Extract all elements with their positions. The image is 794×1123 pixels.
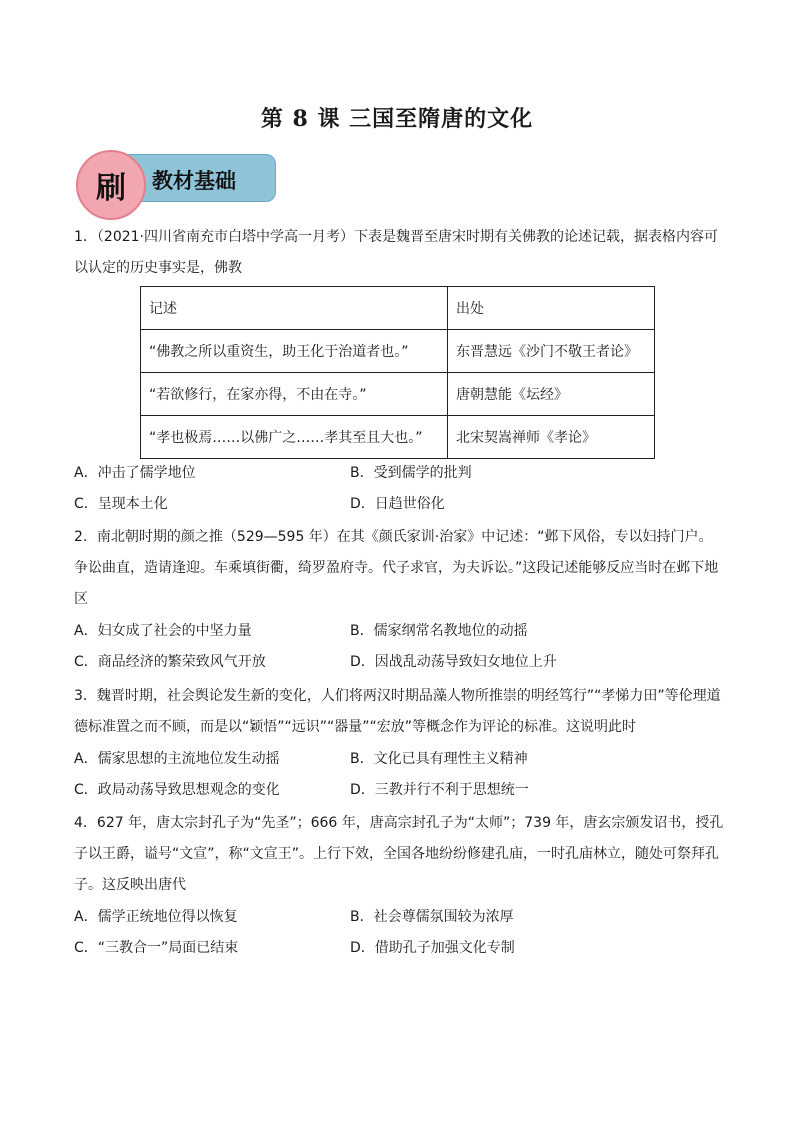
option-a[interactable]: A．儒家思想的主流地位发生动摇 (74, 751, 280, 767)
option-d[interactable]: D．日趋世俗化 (350, 496, 445, 512)
table-header-row (141, 287, 655, 330)
option-b[interactable]: B．社会尊儒氛围较为浓厚 (350, 909, 514, 925)
table-header-cell: 出处 (448, 287, 655, 330)
source-table (140, 286, 655, 459)
question-3-options (74, 744, 724, 806)
section-label: 教材基础 (152, 169, 236, 193)
option-c[interactable]: C．“三教合一”局面已结束 (74, 940, 239, 956)
question-1-stem: 1．（2021·四川省南充市白塔中学高一月考）下表是魏晋至唐宋时期有关佛教的论述记载，据表格内容可以认定的历史事实是，佛教 (74, 229, 718, 276)
table-header-cell: 记述 (141, 287, 448, 330)
question-2-stem: 2．南北朝时期的颜之推（529—595 年）在其《颜氏家训·治家》中记述：“邺下风俗，专以妇持门户。争讼曲直，造请逢迎。车乘填街衢，绮罗盈府寺。代子求官，为夫诉讼。”这段记述能够反应当时在邺下地区 (74, 529, 719, 607)
question-2-options (74, 616, 724, 678)
table-cell: “若欲修行，在家亦得，不由在寺。” (141, 373, 448, 416)
option-c[interactable]: C．呈现本土化 (74, 496, 168, 512)
table-cell: “佛教之所以重资生，助王化于治道者也。” (141, 330, 448, 373)
question-4-stem: 4．627 年，唐太宗封孔子为“先圣”；666 年，唐高宗封孔子为“太师”；739 年，唐玄宗颁发诏书，授孔子以王爵，谥号“文宣”，称“文宣王”。上行下效，全国各地纷纷修建孔庙，一时孔庙林立，随处可祭拜孔子。这反映出唐代 (74, 815, 724, 893)
table-cell: “孝也极焉……以佛广之……孝其至且大也。” (141, 416, 448, 459)
table-cell: 唐朝慧能《坛经》 (448, 373, 655, 416)
option-c[interactable]: C．商品经济的繁荣致风气开放 (74, 654, 266, 670)
option-b[interactable]: B．儒家纲常名教地位的动摇 (350, 623, 528, 639)
option-a[interactable]: A．妇女成了社会的中坚力量 (74, 623, 252, 639)
option-a[interactable]: A．儒学正统地位得以恢复 (74, 909, 238, 925)
option-d[interactable]: D．借助孔子加强文化专制 (350, 940, 515, 956)
question-1-options (74, 458, 724, 520)
option-c[interactable]: C．政局动荡导致思想观念的变化 (74, 782, 280, 798)
table-row (141, 416, 655, 459)
table-cell: 北宋契嵩禅师《孝论》 (448, 416, 655, 459)
table-row (141, 373, 655, 416)
option-d[interactable]: D．因战乱动荡导致妇女地位上升 (350, 654, 557, 670)
section-banner (76, 150, 276, 208)
question-4-options (74, 902, 724, 964)
brush-badge-icon: 刷 (76, 150, 146, 220)
option-d[interactable]: D．三教并行不利于思想统一 (350, 782, 529, 798)
table-cell: 东晋慧远《沙门不敬王者论》 (448, 330, 655, 373)
table-row (141, 330, 655, 373)
page-title: 第 8 课 三国至隋唐的文化 (260, 106, 534, 132)
option-b[interactable]: B．文化已具有理性主义精神 (350, 751, 528, 767)
question-3-stem: 3．魏晋时期，社会舆论发生新的变化，人们将两汉时期品藻人物所推崇的明经笃行”“孝悌力田”等伦理道德标准置之而不顾，而是以“颖悟”“远识”“器量”“宏放”等概念作为评论的标准。这说明此时 (74, 688, 721, 735)
option-b[interactable]: B．受到儒学的批判 (350, 465, 472, 481)
option-a[interactable]: A．冲击了儒学地位 (74, 465, 196, 481)
